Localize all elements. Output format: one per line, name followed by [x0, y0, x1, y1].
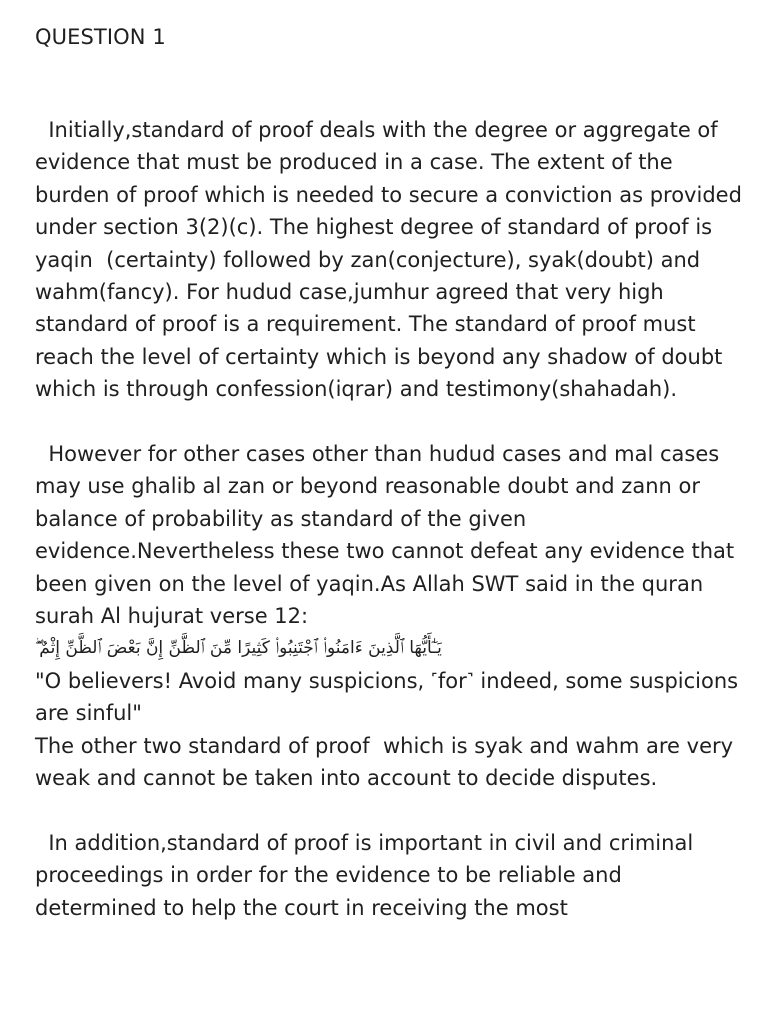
paragraph-syak-wahm: The other two standard of proof which is syak and wahm are very weak and cannot be taken into account to decide disputes.	[35, 733, 740, 791]
arabic-verse: يَـٰٓأَيُّهَا ٱلَّذِينَ ءَامَنُوا۟ ٱجْتَنِبُوا۟ كَثِيرًا مِّنَ ٱلظَّنِّ إِنَّ بَعْضَ ٱلظَّنِّ إِثْمٌ ۖ	[35, 638, 442, 659]
verse-translation: "O believers! Avoid many suspicions, ˹for˺ indeed, some suspicions are sinful"	[35, 668, 745, 726]
paragraph-other-cases: However for other cases other than hudud cases and mal cases may use ghalib al zan or beyond reasonable doubt and zann or balance of probability as standard of the given evidence.Nevertheless these two cannot defeat any evidence that been given on the level of yaqin.As Allah SWT said in the quran surah Al hujurat verse 12:	[35, 442, 741, 629]
paragraph-standard-of-proof: Initially,standard of proof deals with the degree or aggregate of evidence that must be produced in a case. The extent of the burden of proof which is needed to secure a conviction as provided under section 3(2)(c). The highest degree of standard of proof is yaqin (certainty) followed by zan(conjecture), syak(doubt) and wahm(fancy). For hudud case,jumhur agreed that very high standard of proof is a requirement. The standard of proof must reach the level of certainty which is beyond any shadow of doubt which is through confession(iqrar) and testimony(shahadah).	[35, 118, 749, 402]
paragraph-spacer	[35, 406, 742, 438]
paragraph-spacer	[35, 795, 742, 827]
paragraph-importance: In addition,standard of proof is important in civil and criminal proceedings in order for the evidence to be reliable and determined to help the court in receiving the most	[35, 830, 700, 920]
question-heading: QUESTION 1	[35, 25, 166, 49]
